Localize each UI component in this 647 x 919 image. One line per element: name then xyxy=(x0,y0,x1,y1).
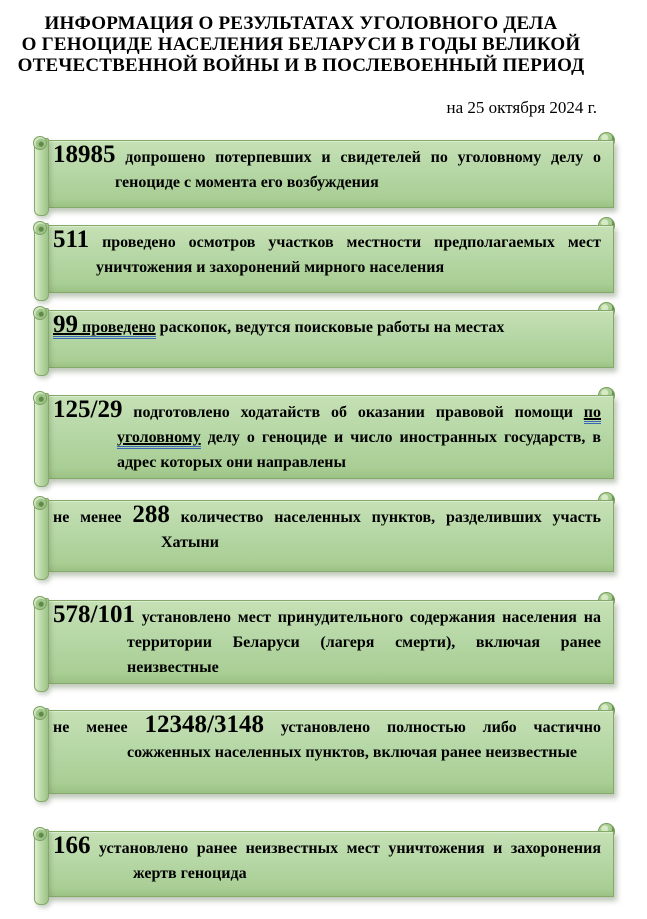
scroll-roll-icon xyxy=(34,223,49,301)
scroll-roll-icon xyxy=(34,393,49,487)
banner-segment: допрошено потерпевших и свидетелей по уголовному делу о геноциде с момента его возбуждения xyxy=(115,149,601,191)
banner-text xyxy=(53,141,601,195)
scroll-roll-icon xyxy=(34,498,49,580)
banner-segment: проведено xyxy=(78,319,156,336)
banner-segment: количество населенных пунктов, разделивших участь Хатыни xyxy=(161,509,601,551)
banner-list xyxy=(0,132,647,897)
banner-segment: делу о геноциде и число иностранных государств, в адрес которых они направлены xyxy=(117,429,601,471)
banner-segment: не менее xyxy=(53,719,145,736)
banner-number: 99 xyxy=(53,311,78,338)
scroll-roll-icon xyxy=(34,598,49,692)
banner-number: 12348/3148 xyxy=(144,711,264,738)
scroll-body xyxy=(46,600,614,684)
scroll-banner xyxy=(34,492,614,572)
scroll-banner xyxy=(34,702,614,794)
banner-number: 166 xyxy=(53,832,91,859)
banner-segment: по уголовному xyxy=(117,404,601,446)
scroll-banner xyxy=(34,823,614,897)
banner-number: 578/101 xyxy=(53,601,135,628)
scroll-body xyxy=(46,710,614,794)
banner-segment: установлено мест принудительного содержания населения на территории Беларуси (лагеря смерти), включая ранее неизвестные xyxy=(127,609,601,676)
scroll-roll-icon xyxy=(34,708,49,802)
banner-text xyxy=(53,601,601,680)
scroll-body xyxy=(46,500,614,572)
scroll-body xyxy=(46,395,614,479)
banner-segment: раскопок, ведутся поисковые работы на местах xyxy=(155,319,505,336)
scroll-body xyxy=(46,831,614,897)
scroll-body xyxy=(46,225,614,293)
banner-text xyxy=(53,226,601,280)
scroll-banner xyxy=(34,302,614,368)
title-line: ОТЕЧЕСТВЕННОЙ ВОЙНЫ И В ПОСЛЕВОЕННЫЙ ПЕРИОД xyxy=(17,55,585,76)
banner-number: 511 xyxy=(53,226,90,253)
page-title xyxy=(0,13,602,76)
banner-number: 125/29 xyxy=(53,396,123,423)
scroll-banner xyxy=(34,592,614,684)
banner-number: 18985 xyxy=(53,141,116,168)
scroll-roll-icon xyxy=(34,308,49,376)
underlined-phrase xyxy=(53,311,156,339)
scroll-roll-icon xyxy=(34,829,49,905)
scroll-body xyxy=(46,140,614,208)
banner-text xyxy=(53,711,601,765)
title-line: О ГЕНОЦИДЕ НАСЕЛЕНИЯ БЕЛАРУСИ В ГОДЫ ВЕЛИКОЙ xyxy=(21,34,581,55)
report-date: на 25 октября 2024 г. xyxy=(446,98,597,117)
banner-text xyxy=(53,396,601,475)
banner-text xyxy=(53,501,601,555)
scroll-body xyxy=(46,310,614,368)
banner-segment: установлено ранее неизвестных мест уничтожения и захоронения жертв геноцида xyxy=(90,840,601,882)
scroll-banner xyxy=(34,387,614,479)
scroll-roll-icon xyxy=(34,138,49,216)
banner-segment: не менее xyxy=(53,509,133,526)
title-line: ИНФОРМАЦИЯ О РЕЗУЛЬТАТАХ УГОЛОВНОГО ДЕЛА xyxy=(44,13,558,34)
scroll-banner xyxy=(34,217,614,293)
banner-segment: проведено осмотров участков местности предполагаемых мест уничтожения и захоронений мирного населения xyxy=(89,234,601,276)
banner-segment: установлено полностью либо частично сожженных населенных пунктов, включая ранее неизвестные xyxy=(127,719,601,761)
banner-number: 288 xyxy=(132,501,170,528)
banner-text xyxy=(53,311,601,340)
scroll-banner xyxy=(34,132,614,208)
banner-segment: подготовлено ходатайств об оказании правовой помощи xyxy=(122,404,584,421)
banner-text xyxy=(53,832,601,886)
